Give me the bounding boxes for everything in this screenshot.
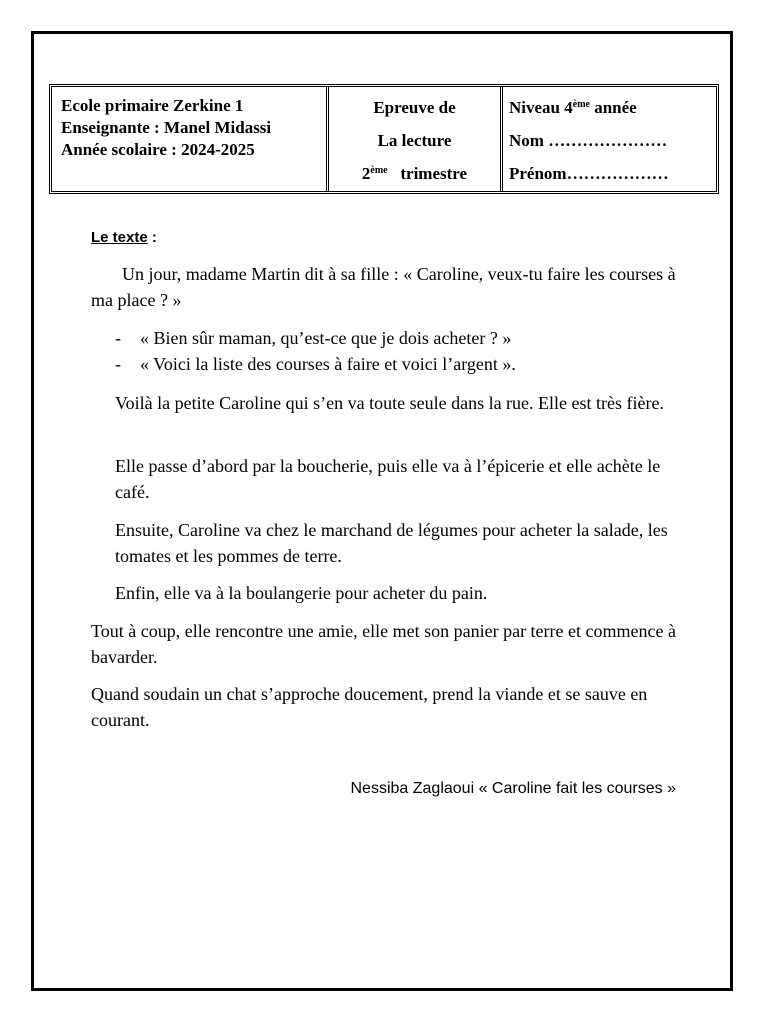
grade-level: [509, 91, 716, 124]
exam-info-cell: [329, 87, 503, 191]
teacher-name: Enseignante : Manel Midassi: [61, 118, 272, 137]
dialogue-dash-1: -: [115, 328, 121, 348]
level-superscript: ème: [572, 99, 590, 110]
text-heading-label: Le texte: [91, 229, 148, 246]
exam-title: Epreuve de: [373, 98, 456, 117]
paragraph-6: Tout à coup, elle rencontre une amie, elle met son panier par terre et commence à bavarder.: [91, 621, 676, 667]
exam-subject: La lecture: [377, 131, 452, 150]
paragraph-7: Quand soudain un chat s’approche doucement, prend la viande et se sauve en courant.: [91, 684, 648, 730]
school-name: Ecole primaire Zerkine 1: [61, 96, 244, 115]
term-superscript: ème: [370, 165, 388, 176]
dialogue-line-1: « Bien sûr maman, qu’est-ce que je dois acheter ? »: [140, 328, 512, 348]
text-heading-colon: :: [147, 229, 157, 246]
dialogue-dash-2: -: [115, 354, 121, 374]
paragraph-3: Elle passe d’abord par la boucherie, puis elle va à l’épicerie et elle achète le café.: [115, 456, 661, 502]
paragraph-5: Enfin, elle va à la boulangerie pour acheter du pain.: [115, 583, 488, 603]
term-word: trimestre: [400, 164, 468, 183]
student-last-name-field[interactable]: Nom …………………: [509, 131, 668, 150]
paragraph-2: Voilà la petite Caroline qui s’en va toute seule dans la rue. Elle est très fière.: [115, 393, 664, 413]
exam-header-table: [49, 84, 719, 194]
school-info-cell: [52, 87, 329, 191]
text-source-citation: Nessiba Zaglaoui « Caroline fait les courses »: [350, 780, 676, 797]
exam-term: [329, 157, 500, 190]
level-prefix: Niveau 4: [509, 98, 573, 117]
student-first-name-field[interactable]: Prénom………………: [509, 164, 669, 183]
student-info-cell: [503, 87, 716, 191]
text-heading: [91, 229, 157, 246]
paragraph-4: Ensuite, Caroline va chez le marchand de légumes pour acheter la salade, les tomates et les pommes de terre.: [115, 520, 668, 566]
level-suffix: année: [594, 98, 637, 117]
term-number: 2: [361, 164, 371, 183]
dialogue-line-2: « Voici la liste des courses à faire et voici l’argent ».: [140, 354, 516, 374]
paragraph-1: Un jour, madame Martin dit à sa fille : « Caroline, veux-tu faire les courses à ma place ? »: [91, 264, 676, 310]
school-year: Année scolaire : 2024-2025: [61, 140, 255, 159]
